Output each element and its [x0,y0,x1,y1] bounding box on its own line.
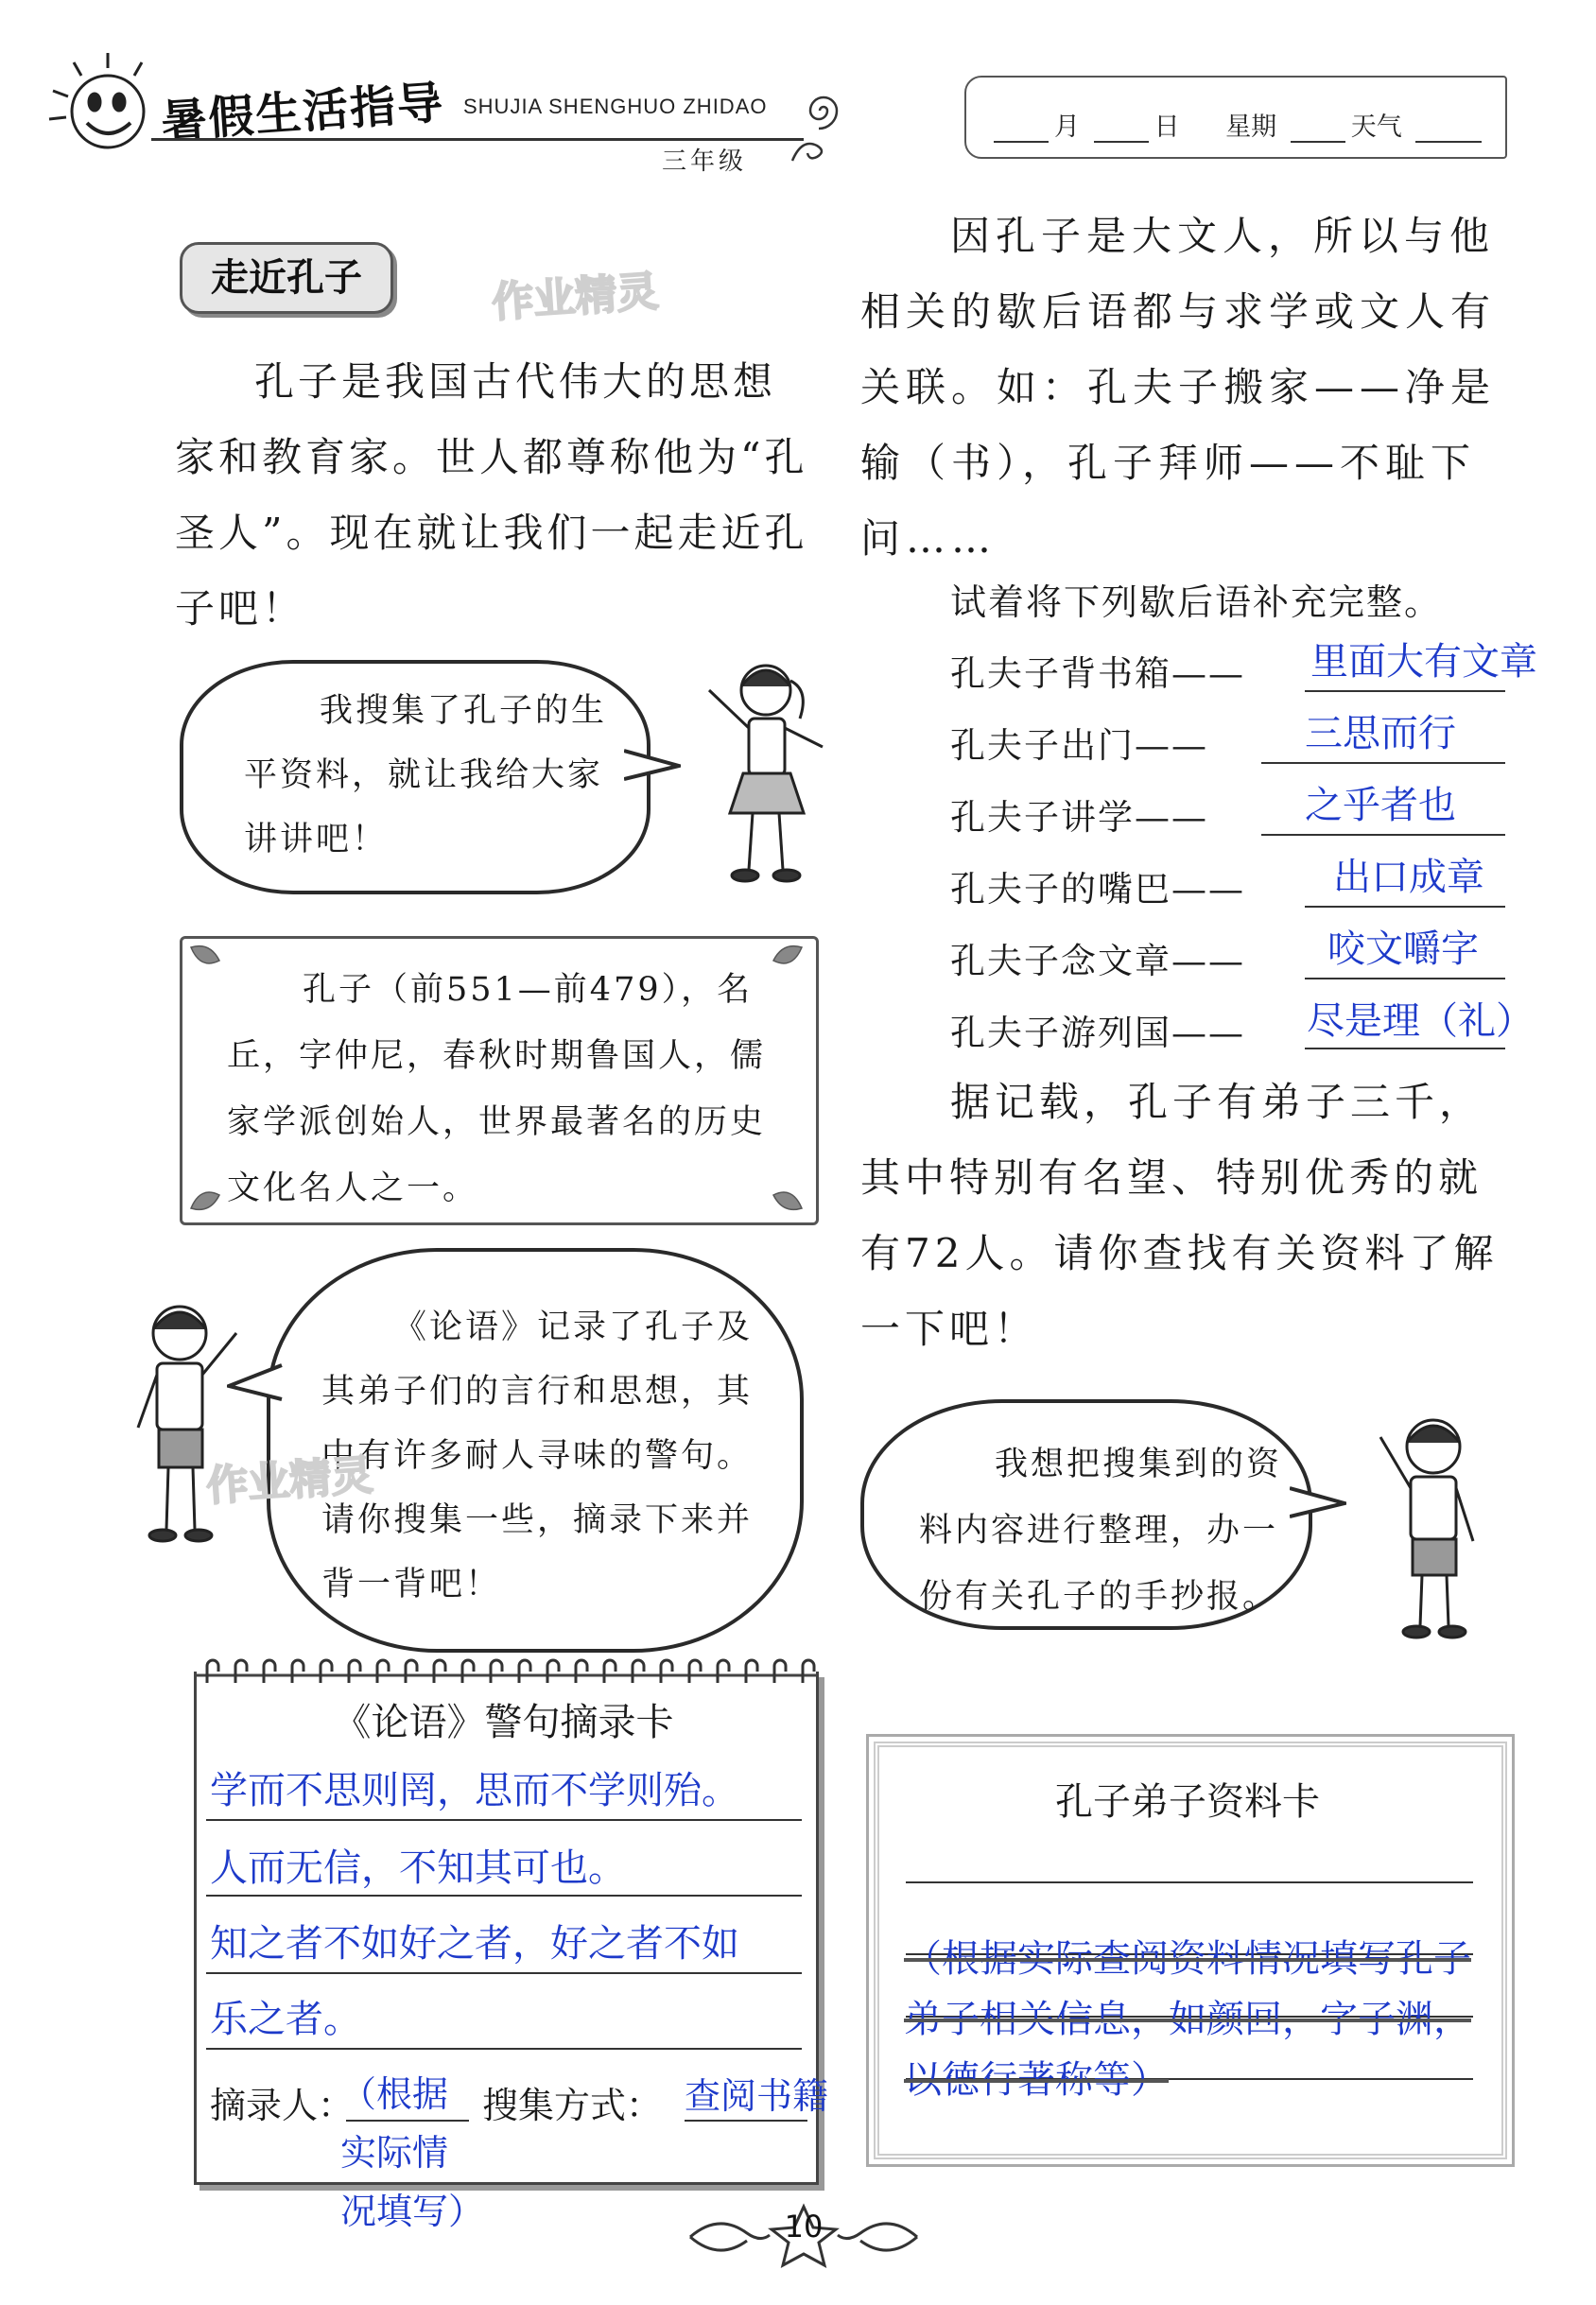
lunyu-line-4[interactable]: 乐之者。 [210,1998,361,2041]
boy-illustration-left [113,1295,255,1551]
xiehouyu-a5[interactable]: 咬文嚼字 [1327,927,1479,971]
section-title: 走近孔子 [180,242,393,314]
header-rule [151,138,804,141]
answer-line [206,1972,802,1974]
girl-illustration [681,652,841,898]
answer-line [1305,1048,1505,1049]
answer-line [346,2120,469,2122]
task-instruction: 试着将下列歇后语补充完整。 [950,581,1443,623]
disciple-card-title: 孔子弟子资料卡 [1055,1780,1320,1824]
xiehouyu-q3: 孔夫子讲学—— [950,797,1208,838]
xiehouyu-a1[interactable]: 里面大有文章 [1310,640,1537,684]
month-label: 月 [1054,113,1080,142]
xiehouyu-q6: 孔夫子游列国—— [950,1013,1245,1053]
weather-blank[interactable] [1415,137,1482,143]
answer-line [206,1895,802,1897]
recorder-label: 摘录人： [210,2085,355,2126]
xiehouyu-q2: 孔夫子出门—— [950,725,1208,766]
bubble-tail [1290,1484,1346,1522]
answer-line [685,2120,807,2122]
girl-bubble-text: 我搜集了孔子的生平资料，就让我给大家讲讲吧！ [244,692,608,858]
lunyu-card-title: 《论语》警句摘录卡 [333,1701,674,1744]
answer-line [1305,906,1505,908]
answer-line [1261,762,1505,764]
xiehouyu-a2[interactable]: 三思而行 [1305,712,1456,755]
grade-label: 三年级 [662,147,748,176]
day-label: 日 [1154,113,1180,142]
weekday-label: 星期 [1225,113,1277,142]
xiehouyu-q1: 孔夫子背书箱—— [950,653,1245,694]
intro-paragraph: 孔子是我国古代伟大的思想家和教育家。世人都尊称他为“孔圣人”。现在就让我们一起走近孔子吧！ [175,358,808,632]
boy-illustration-right [1362,1409,1503,1645]
lunyu-line-1[interactable]: 学而不思则罔，思而不学则殆。 [210,1769,739,1812]
date-weather-fields [988,106,1487,143]
brand-pinyin: SHUJIA SHENGHUO ZHIDAO [463,95,768,118]
boy1-bubble-text: 《论语》记录了孔子及其弟子们的言行和思想，其中有许多耐人寻味的警句。请你搜集一些，摘录下来并背一背吧！ [321,1308,754,1603]
xiehouyu-a3[interactable]: 之乎者也 [1305,784,1456,827]
weather-label: 天气 [1350,113,1402,142]
lunyu-line-2[interactable]: 人而无信，不知其可也。 [210,1846,626,1890]
bio-card-text: 孔子（前551—前479），名丘，字仲尼，春秋时期鲁国人，儒家学派创始人，世界最著名的历史文化名人之一。 [227,971,767,1207]
bubble-tail [624,747,681,785]
xiehouyu-a6[interactable]: 尽是理（礼） [1307,999,1534,1043]
method-answer[interactable]: 查阅书籍 [685,2075,829,2117]
swirl-small-icon [785,132,832,170]
lunyu-line-3[interactable]: 知之者不如好之者，好之者不如 [210,1922,739,1966]
month-blank[interactable] [994,137,1049,143]
answer-line [1305,690,1505,692]
recorder-answer[interactable]: （根据实际情况填写） [340,2073,485,2232]
disciples-paragraph: 据记载，孔子有弟子三千，其中特别有名望、特别优秀的就有72人。请你查找有关资料了解一下吧！ [860,1079,1499,1352]
disciple-card-answer[interactable]: （根据实际查阅资料情况填写孔子弟子相关信息，如颜回，字子渊，以德行著称等） [904,1937,1471,2102]
weekday-blank[interactable] [1291,137,1345,143]
xiehouyu-q4: 孔夫子的嘴巴—— [950,869,1245,910]
xiehouyu-q5: 孔夫子念文章—— [950,941,1245,981]
answer-line [206,2048,802,2050]
answer-line [206,1819,802,1821]
page-number: 10 [784,2209,824,2244]
answer-line [1261,834,1505,836]
sun-face-logo-icon [45,49,159,163]
watermark-2: 作业精灵 [204,1450,374,1512]
answer-line [906,1881,1473,1883]
boy2-bubble-text: 我想把搜集到的资料内容进行整理，办一份有关孔子的手抄报。 [919,1446,1283,1616]
spiral-binding-icon [194,1656,818,1687]
xiehouyu-a4[interactable]: 出口成章 [1333,856,1484,899]
watermark: 作业精灵 [490,267,660,328]
day-blank[interactable] [1094,137,1149,143]
bubble-tail [227,1361,284,1409]
swirl-ornament-icon [800,87,847,134]
answer-line [1305,978,1505,979]
method-label: 搜集方式： [482,2085,663,2126]
xiehouyu-intro: 因孔子是大文人，所以与他相关的歇后语都与求学或文人有关联。如：孔夫子搬家——净是输（书），孔子拜师——不耻下问…… [860,213,1497,562]
brand-title: 暑假生活指导 [159,76,446,149]
